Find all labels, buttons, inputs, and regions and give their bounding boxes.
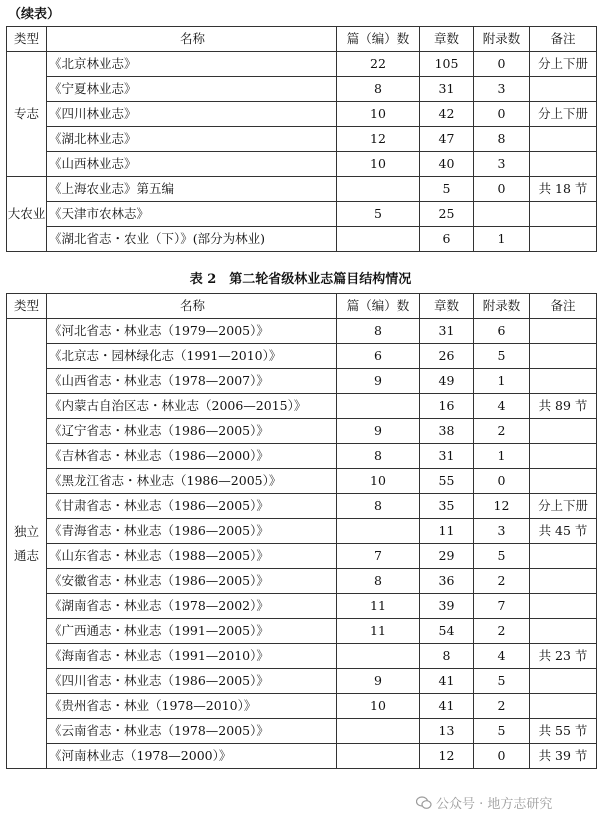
cell-zhang: 31 [420,77,474,102]
watermark-text: 公众号 · 地方志研究 [436,797,553,812]
header-fulu: 附录数 [474,294,530,319]
continued-label: （续表） [8,7,61,22]
cell-zhang: 35 [420,494,474,519]
cell-zhang: 16 [420,394,474,419]
cell-fulu: 2 [474,619,530,644]
cell-note: 共 45 节 [530,519,597,544]
cell-pian: 8 [337,569,420,594]
header-fulu: 附录数 [474,27,530,52]
cell-zhang: 41 [420,669,474,694]
cell-zhang: 105 [420,52,474,77]
cell-zhang: 55 [420,469,474,494]
table-row [7,177,597,202]
cell-note [530,369,597,394]
cell-zhang: 54 [420,619,474,644]
cell-name: 《上海农业志》第五编 [47,177,337,202]
cell-note [530,694,597,719]
table-row [7,719,597,744]
cell-name: 《天津市农林志》 [47,202,337,227]
watermark [416,793,552,812]
cell-pian [337,227,420,252]
cell-name: 《四川省志・林业志（1986—2005）》 [47,669,337,694]
table-row [7,52,597,77]
cell-pian [337,644,420,669]
cell-note [530,469,597,494]
cell-fulu: 12 [474,494,530,519]
cell-zhang: 6 [420,227,474,252]
cell-fulu: 5 [474,669,530,694]
table-row [7,319,597,344]
cell-fulu: 7 [474,594,530,619]
cell-name: 《海南省志・林业志（1991—2010）》 [47,644,337,669]
header-zhang: 章数 [420,294,474,319]
table-row [7,419,597,444]
table-1-header-row [7,27,597,52]
cell-zhang: 31 [420,444,474,469]
cell-zhang: 39 [420,594,474,619]
cell-name: 《湖北林业志》 [47,127,337,152]
cell-pian [337,519,420,544]
cell-zhang: 42 [420,102,474,127]
cell-fulu: 4 [474,644,530,669]
cell-name: 《云南省志・林业志（1978—2005）》 [47,719,337,744]
cell-name: 《河南林业志（1978—2000）》 [47,744,337,769]
cell-pian: 5 [337,202,420,227]
cell-pian: 7 [337,544,420,569]
cell-name: 《甘肃省志・林业志（1986—2005）》 [47,494,337,519]
cell-zhang: 25 [420,202,474,227]
cell-fulu: 2 [474,694,530,719]
cell-zhang: 11 [420,519,474,544]
table-row [7,619,597,644]
cell-pian: 8 [337,494,420,519]
cell-note [530,127,597,152]
cell-zhang: 31 [420,319,474,344]
cell-name: 《辽宁省志・林业志（1986—2005）》 [47,419,337,444]
cell-note [530,152,597,177]
table-2-title: 表 2 第二轮省级林业志篇目结构情况 [189,272,412,287]
cell-note: 共 23 节 [530,644,597,669]
cell-name: 《湖南省志・林业志（1978—2002）》 [47,594,337,619]
cell-name: 《山西省志・林业志（1978—2007）》 [47,369,337,394]
cell-pian: 9 [337,669,420,694]
header-name: 名称 [47,27,337,52]
cell-pian: 10 [337,152,420,177]
cell-note: 共 89 节 [530,394,597,419]
cell-pian: 9 [337,419,420,444]
cell-pian [337,719,420,744]
header-zhang: 章数 [420,27,474,52]
cell-type: 专志 [7,52,47,177]
cell-pian: 8 [337,444,420,469]
cell-name: 《宁夏林业志》 [47,77,337,102]
cell-note: 共 39 节 [530,744,597,769]
cell-fulu: 6 [474,319,530,344]
cell-fulu: 2 [474,419,530,444]
cell-fulu: 3 [474,152,530,177]
cell-name: 《北京林业志》 [47,52,337,77]
cell-note: 共 18 节 [530,177,597,202]
cell-zhang: 5 [420,177,474,202]
cell-fulu: 5 [474,344,530,369]
table-row [7,444,597,469]
cell-fulu: 3 [474,77,530,102]
cell-note [530,444,597,469]
cell-name: 《吉林省志・林业志（1986—2000）》 [47,444,337,469]
cell-name: 《安徽省志・林业志（1986—2005）》 [47,569,337,594]
cell-zhang: 38 [420,419,474,444]
table-row [7,102,597,127]
cell-fulu: 8 [474,127,530,152]
cell-zhang: 36 [420,569,474,594]
cell-fulu: 1 [474,444,530,469]
table-row [7,469,597,494]
cell-name: 《北京志・园林绿化志（1991—2010）》 [47,344,337,369]
table-row [7,152,597,177]
cell-note [530,419,597,444]
cell-pian: 10 [337,102,420,127]
cell-note: 分上下册 [530,102,597,127]
cell-name: 《黑龙江省志・林业志（1986—2005）》 [47,469,337,494]
cell-note [530,594,597,619]
cell-note [530,77,597,102]
cell-pian: 11 [337,619,420,644]
cell-fulu: 0 [474,469,530,494]
table-row [7,394,597,419]
cell-zhang: 26 [420,344,474,369]
table-row [7,669,597,694]
cell-note [530,319,597,344]
header-note: 备注 [530,27,597,52]
cell-fulu: 2 [474,569,530,594]
cell-note: 分上下册 [530,52,597,77]
cell-pian: 10 [337,469,420,494]
header-pian: 篇（编）数 [337,294,420,319]
cell-fulu: 0 [474,177,530,202]
table-row [7,694,597,719]
cell-name: 《河北省志・林业志（1979—2005）》 [47,319,337,344]
cell-fulu: 5 [474,719,530,744]
cell-pian [337,177,420,202]
table-row [7,227,597,252]
table-1 [6,26,597,252]
table-row [7,594,597,619]
cell-name: 《青海省志・林业志（1986—2005）》 [47,519,337,544]
cell-pian: 8 [337,77,420,102]
table-row [7,569,597,594]
cell-fulu: 1 [474,227,530,252]
cell-zhang: 40 [420,152,474,177]
cell-zhang: 29 [420,544,474,569]
header-type: 类型 [7,294,47,319]
header-note: 备注 [530,294,597,319]
cell-fulu: 0 [474,52,530,77]
cell-zhang: 49 [420,369,474,394]
header-name: 名称 [47,294,337,319]
table-row [7,127,597,152]
cell-pian: 8 [337,319,420,344]
cell-note [530,202,597,227]
cell-type: 独立 通志 [7,319,47,769]
cell-note [530,544,597,569]
cell-pian: 12 [337,127,420,152]
cell-fulu: 0 [474,744,530,769]
cell-pian [337,744,420,769]
cell-zhang: 47 [420,127,474,152]
cell-zhang: 41 [420,694,474,719]
table-row [7,519,597,544]
cell-pian: 22 [337,52,420,77]
table-row [7,494,597,519]
cell-pian: 9 [337,369,420,394]
cell-name: 《广西通志・林业志（1991—2005）》 [47,619,337,644]
cell-pian: 11 [337,594,420,619]
cell-name: 《内蒙古自治区志・林业志（2006—2015）》 [47,394,337,419]
cell-fulu: 0 [474,102,530,127]
cell-fulu: 3 [474,519,530,544]
cell-note [530,227,597,252]
cell-zhang: 13 [420,719,474,744]
cell-pian: 6 [337,344,420,369]
cell-note [530,619,597,644]
table-row [7,544,597,569]
cell-fulu: 1 [474,369,530,394]
cell-name: 《山西林业志》 [47,152,337,177]
cell-name: 《四川林业志》 [47,102,337,127]
table-row [7,369,597,394]
cell-note [530,669,597,694]
cell-pian: 10 [337,694,420,719]
table-row [7,77,597,102]
cell-note [530,569,597,594]
cell-note: 分上下册 [530,494,597,519]
header-type: 类型 [7,27,47,52]
cell-type: 大农业 [7,177,47,252]
cell-fulu: 5 [474,544,530,569]
cell-zhang: 8 [420,644,474,669]
wechat-icon [416,796,432,810]
table-row [7,202,597,227]
cell-note [530,344,597,369]
cell-fulu: 4 [474,394,530,419]
cell-fulu [474,202,530,227]
table-2-header-row [7,294,597,319]
table-row [7,644,597,669]
table-row [7,744,597,769]
header-pian: 篇（编）数 [337,27,420,52]
cell-name: 《贵州省志・林业（1978—2010）》 [47,694,337,719]
table-row [7,344,597,369]
cell-name: 《湖北省志・农业（下）》(部分为林业) [47,227,337,252]
cell-note: 共 55 节 [530,719,597,744]
cell-pian [337,394,420,419]
table-2 [6,293,597,769]
cell-zhang: 12 [420,744,474,769]
cell-name: 《山东省志・林业志（1988—2005）》 [47,544,337,569]
